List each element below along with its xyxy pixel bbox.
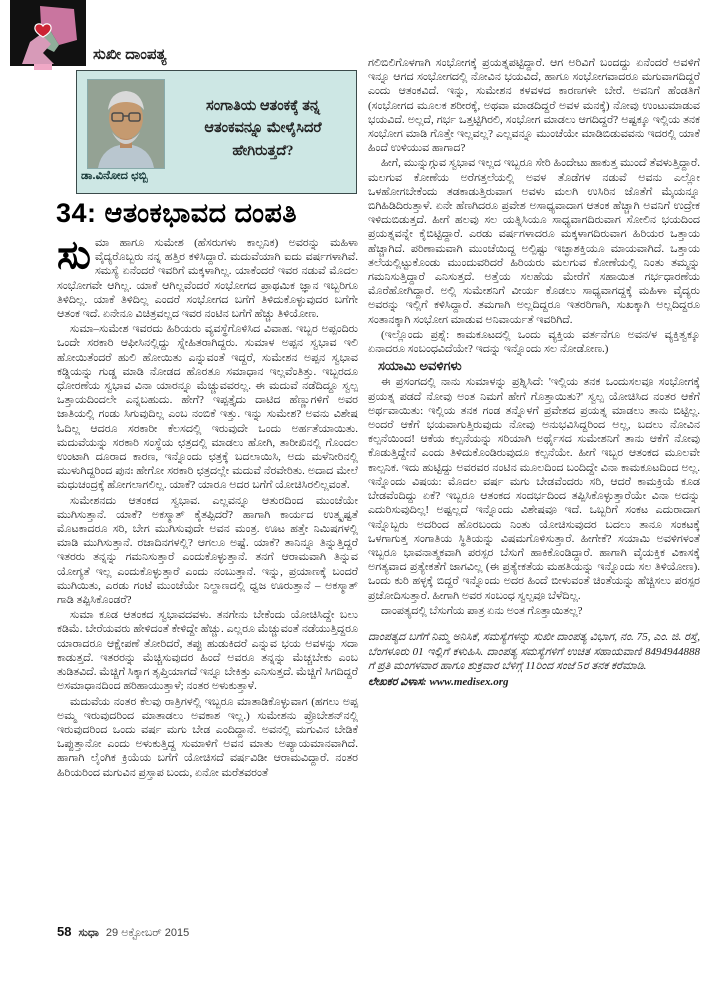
author-website-label: ಲೇಖಕರ ವಿಳಾಸ: [368,675,427,688]
issue-date: 29 ಅಕ್ಟೋಬರ್ 2015 [105,927,190,939]
contact-info: ದಾಂಪತ್ಯದ ಬಗೆಗೆ ನಿಮ್ಮ ಅನಿಸಿಕೆ, ಸಮಸ್ಯೆಗಳನ್ನು ಸುಖೀ ದಾಂಪತ್ಯ ವಿಭಾಗ, ನಂ. 75, ಎಂ. ಜಿ. ರಸ್ತೆ, ಬೆಂಗಳೂರು 01 ಇಲ್ಲಿಗೆ ಕಳುಹಿಸಿ. ದಾಂಪತ್ಯ ಸಮಸ್ಯೆಗಳಿಗೆ ಉಚಿತ ಸಹಾಯವಾಣಿ 8494944888 ಗೆ ಪ್ರತಿ ಮಂಗಳವಾರ ಹಾಗೂ ಶುಕ್ರವಾರ ಬೆಳಿಗ್ಗೆ 11ರಿಂದ ಸಂಜೆ 5ರ ತನಕ ಕರೆಮಾಡಿ. [368,630,700,673]
body-paragraph: ದಾಂಪತ್ಯದಲ್ಲಿ ಬೆಸುಗೆಯ ಪಾತ್ರ ಏನು ಅಂತ ಗೊತ್ತಾಯಿತಲ್ಲ? [381,604,583,617]
article-title: ಆತಂಕಭಾವದ ದಂಪತಿ [104,198,298,228]
reader-question: ಸಂಗಾತಿಯ ಆತಂಕಕ್ಕೆ ತನ್ನ ಆತಂಕವನ್ನೂ ಮೇಳೈಸಿದರೆ ಹೇಗಿರುತ್ತದೆ? [204,98,322,159]
magazine-name: ಸುಧಾ [78,927,99,939]
intro-paragraph [57,232,358,321]
body-paragraph: ಹೀಗೆ, ಮುನ್ನುಗ್ಗುವ ಸ್ವಭಾವ ಇಲ್ಲದ ಇಬ್ಬರೂ ಸೇರಿ ಹಿಂದೇಟು ಹಾಕುತ್ತ ಮುಂದೆ ತೆವಳುತ್ತಿದ್ದಾರೆ. ಮಲಗುವ ಕೋಣೆಯ ಅರೆಗತ್ತಲೆಯಲ್ಲಿ ಅವಳ ತೊಡೆಗಳ ನಡುವೆ ಅವನು ಎಲ್ಲೋ ಒಳಹೋಗಬೇಕೆಂದು ತಡಕಾಡುತ್ತಿರುವಾಗ ಅವಳು ಮಲಗಿ ಉಸಿರಿನ ಜೊತೆಗೆ ಮೈಯನ್ನೂ ಬಿಗಿಹಿಡಿದಿರುತ್ತಾಳೆ. ಏನೇ ಹೆಣಗಿದರೂ ಪ್ರವೇಶ ಅಸಾಧ್ಯವಾದಾಗ ಆತಂಕ ಹೆಚ್ಚಾಗಿ ಅವನಿಗೆ ಉದ್ರೇಕ ಇಳಿದುಬಿಡುತ್ತದೆ. ಹೀಗೆ ಹಲವು ಸಲ ಯತ್ನಿಸಿಯೂ ಸಾಧ್ಯವಾಗದಿರುವಾಗ ಸೋಲಿನ ಭಯದಿಂದ ಪ್ರಯತ್ನವನ್ನೇ ಕೈಬಿಟ್ಟಿದ್ದಾರೆ. ಎರಡು ವರ್ಷಗಳಾದರೂ ಮಕ್ಕಳಾಗದಿರುವಾಗ ಹಿರಿಯರ ಒತ್ತಾಯ ಹೆಚ್ಚಾಗಿದೆ. ಪರಿಣಾಮವಾಗಿ ಮುಂಚೆಯಿದ್ದ ಅಲ್ಪಿಷ್ಟು ಇಚ್ಛಾಶಕ್ತಿಯೂ ಮಾಯವಾಗಿದೆ. ಒತ್ತಾಯ ತಲೆಯಲ್ಲಿಟ್ಟುಕೊಂಡು ಮುಂದುವರಿದರೆ ಹಿರಿಯರು ಮಲಗುವ ಕೋಣೆಯಲ್ಲಿ ನಿಂತು ತಮ್ಮನ್ನು ಗಮನಿಸುತ್ತಿದ್ದಾರೆ ಎನಿಸುತ್ತದೆ. ಅತ್ತೆಯ ಸಲಹೆಯ ಮೇರೆಗೆ ಸಹಾಯಿತ ಗರ್ಭಧಾರಣೆಯ ಮೊರೆಹೋಗಿದ್ದಾರೆ. ಅಲ್ಲಿ ಸುಮೇಶನಿಗೆ ವೀರ್ಯ ಕೊಡಲು ಸಾಧ್ಯವಾಗದ್ದಕ್ಕೆ ಮಹಿಳಾ ವೈದ್ಯರು ಅವರನ್ನು ಇಲ್ಲಿಗೆ ಕಳಿಸಿದ್ದಾರೆ. ತಮಗಾಗಿ ಅಲ್ಲದಿದ್ದರೂ ಇತರರಿಗಾಗಿ, ಸುಖಕ್ಕಾಗಿ ಅಲ್ಲದಿದ್ದರೂ ಸಂತಾನಕ್ಕಾಗಿ ಸಂಭೋಗ ಮಾಡುವ ಅನಿವಾರ್ಯತೆ ಇವರಿಗಿದೆ. [368,157,700,326]
author-portrait-art [88,80,164,168]
right-column [368,56,700,689]
couple-heart-logo-art [10,0,86,70]
body-paragraph: ಈ ಪ್ರಸಂಗದಲ್ಲಿ ನಾನು ಸುಮಾಳನ್ನು ಪ್ರಶ್ನಿಸಿದೆ: 'ಇಲ್ಲಿಯ ತನಕ ಒಂದುಸಲವೂ ಸಂಭೋಗಕ್ಕೆ ಪ್ರಯತ್ನ ಪಡದೆ ನೋವು ಅಂತ ನಿಮಗೆ ಹೇಗೆ ಗೊತ್ತಾಯಿತು?' ಸ್ವಲ್ಪ ಯೋಚಿಸಿದ ನಂತರ ಆಕೆಗೆ ಅರ್ಥವಾಯಿತು: ಇಲ್ಲಿಯ ತನಕ ಗಂಡ ತನ್ನೊಳಗೆ ಪ್ರವೇಶದ ಪ್ರಯತ್ನ ಮಾಡಲು ತಾನು ಬಿಟ್ಟಿಲ್ಲ. ಅಂದರೆ ಆಕೆಗೆ ಭಯವಾಗುತ್ತಿರುವುದು ನೋವು ಅನುಭವಿಸಿದ್ದರಿಂದ ಅಲ್ಲ, ಬದಲು ನೋವಿನ ಕಲ್ಪನೆಯಿಂದ! ಆಕೆಯ ಕಲ್ಪನೆಯನ್ನು ಸರಿಯಾಗಿ ಅರ್ಥೈಸದ ಸುಮೇಶನಿಗೆ ತಾನು ಆಕೆಗೆ ನೋವು ಕೊಡುತ್ತಿದ್ದೇನೆ ಎಂದು ತಿಳಿದುಕೊಂಡಿರುವುದೂ ಕಲ್ಪನೆಯೇ. ಹೀಗೆ ಇಬ್ಬರ ಆತಂಕದ ಮೂಲವೇ ಕಾಲ್ಪನಿಕ. ಇದು ಹುಟ್ಟಿದ್ದು ಅವರವರ ನಂಟಿನ ಮೂಲದಿಂದ ಬಂದಿದ್ದೇ ವಿನಾ ಕಾಮಕೂಟದಿಂದ ಅಲ್ಲ. ಇನ್ನೊಂದು ವಿಷಯ: ಮೊದಲ ವರ್ಷ ಮಗು ಬೇಡವೆಂದರು ಸರಿ, ಆದರೆ ಕಾಮಕ್ರಿಯೆ ಕೂಡ ಬೇಡವೆಂದಿದ್ದು ಏಕೆ? ಇಬ್ಬರೂ ಆತಂಕದ ಸಂದರ್ಭದಿಂದ ತಪ್ಪಿಸಿಕೊಳ್ಳುತ್ತಾರೆಯೇ ವಿನಾ ಅದನ್ನು ಎದುರಿಸುವುದಿಲ್ಲ! ಅಷ್ಟಲ್ಲದೆ ಇನ್ನೊಂದು ವಿಶೇಷವೂ ಇದೆ. ಒಬ್ಬರಿಗೆ ಸಂಕಟ ಎದುರಾದಾಗ ಇನ್ನೊಬ್ಬರು ಅದರಿಂದ ಹೊರಬಂದು ನಿಂತು ಯೋಚಿಸುವುದರ ಬದಲು ತಾನೂ ಸಂಕಟಕ್ಕೆ ಒಳಗಾಗುತ್ತ ಸಂಗಾತಿಯ ಸ್ಥಿತಿಯನ್ನು ವಿಷಮಗೊಳಿಸುತ್ತಾರೆ. ಹೀಗೇಕೆ? ಸಯಾಮಿ ಅವಳಿಗಳಂತೆ ಇಬ್ಬರೂ ಭಾವನಾತ್ಮಕವಾಗಿ ಪರಸ್ಪರ ಬೆಸುಗೆ ಹಾಕಿಕೊಂಡಿದ್ದಾರೆ. ಹಾಗಾಗಿ ವೈಯಕ್ತಿಕ ವಿಕಾಸಕ್ಕೆ ಅಗತ್ಯವಾದ ಪ್ರತ್ಯೇಕತೆಗೆ ಜಾಗವಿಲ್ಲ (ಈ ಪ್ರತ್ಯೇಕತೆಯ ಮಹತಿಯನ್ನು ಇನ್ನೊಂದು ಸಲ ತಿಳಿಯೋಣ). ಒಂದು ಕುರಿ ಹಳ್ಳಕ್ಕೆ ಬಿದ್ದರೆ ಇನ್ನೊಂದು ಅದರ ಹಿಂದೆ ಬೀಳುವಂತೆ ಚಿಂತೆಯನ್ನು ಹೆಚ್ಚಿಸಲು ಪರಸ್ಪರ ಪ್ರಚೋದಿಸುತ್ತಾರೆ. ಹೀಗಾಗಿ ಅವರ ಸಂಬಂಧ ಸ್ವಲ್ಪವೂ ಬೆಳೆದಿಲ್ಲ. [368,376,700,602]
body-paragraph: ಸುಮಾ–ಸುಮೇಶ ಇವರದು ಹಿರಿಯರು ವ್ಯವಸ್ಥೆಗೊಳಿಸಿದ ವಿವಾಹ. ಇಬ್ಬರ ಅಪ್ಪಂದಿರು ಒಂದೇ ಸರಕಾರಿ ಆಫೀಸಿನಲ್ಲಿದ್ದು ಸ್ನೇಹಿತರಾಗಿದ್ದರು. ಸುಮಾಳ ಅಪ್ಪನ ಸ್ವಭಾವ ಇಲಿ ಹೋಯಿತೆಂದರೆ ಹುಲಿ ಹೋಯಿತು ಎನ್ನುವಂತೆ ಇದ್ದರೆ, ಸುಮೇಶನ ಅಪ್ಪನ ಸ್ವಭಾವ ಕಡ್ಡಿಯನ್ನು ಗುಡ್ಡ ಮಾಡಿ ನೋಡದ ಹೊರತೂ ಸಮಾಧಾನ ಇಲ್ಲವೆಂತಿತ್ತು. ಇಬ್ಬರದೂ ಧೋರಣೆಯ ಸ್ವಭಾವ ವಿನಾ ಯಾರನ್ನೂ ಮೆಚ್ಚುವವರಲ್ಲ. ಈ ಮದುವೆ ನಡೆದಿದ್ದೂ ಸ್ವಲ್ಪ ಒತ್ತಾಯದಿಂದಲೇ ಎನ್ನಬಹುದು. ಹೇಗೆ? ಇಪ್ಪತ್ತೈದು ದಾಟಿದ ಹೆಣ್ಣುಗಳಿಗೆ ಅವರ ಜಾತಿಯಲ್ಲಿ ಗಂಡು ಸಿಗುವುದಿಲ್ಲ ಎಂಬ ನಂಬಿಕೆ ಇತ್ತು. ಇನ್ನು ಸುಮೇಶ? ಅವನು ವಿಶೇಷ ಓದಿಲ್ಲ ಆದರೂ ಸರಕಾರೀ ಕೆಲಸದಲ್ಲಿ ಇರುವುದೇ ಒಂದು ಅರ್ಹತೆಯಾಯಿತು. ಮದುವೆಯನ್ನು ಸರಕಾರಿ ಸಂಸ್ಥೆಯ ಛತ್ರದಲ್ಲಿ ಮಾಡಲು ಹೋಗಿ, ತಾರೀಖಿನಲ್ಲಿ ಗೊಂದಲ ಉಂಟಾಗಿ ದೂರಾದ ಕಾರಣ, ಇನ್ನೊಂದು ಛತ್ರಕ್ಕೆ ಬದಲಾಯಿಸಿ, ಅದು ಮಳೆನೀರಿನಲ್ಲಿ ಮುಳುಗಿದ್ದರಿಂದ ಪುನಃ ಹೇಗೋ ಸರಕಾರಿ ಛತ್ರದಲ್ಲೇ ಮದುವೆ ನೆರವೇರಿತು. ಅದಾದ ಮೇಲೆ ಮಧುಚಂದ್ರಕ್ಕೆ ಹೋಗಲಾಗಲಿಲ್ಲ. ಯಾಕೆ? ಯಾರೂ ಅದರ ಬಗೆಗೆ ಯೋಚಿಸಿರಲಿಲ್ಲವಂತೆ. [57,323,358,492]
author-question-box [76,70,357,194]
author-name: ಡಾ.ವಿನೋದ ಛಬ್ಬಿ [81,170,148,182]
column-title: ಸುಖೀ ದಾಂಪತ್ಯ [93,46,167,63]
left-column [57,232,358,781]
body-paragraph: ಗಲಿಬಿಲಿಗೊಳಗಾಗಿ ಸಂಭೋಗಕ್ಕೆ ಪ್ರಯತ್ನಪಟ್ಟಿದ್ದಾರೆ. ಆಗ ಅರಿವಿಗೆ ಬಂದದ್ದು ಏನೆಂದರೆ ಅವಳಿಗೆ ಇನ್ನೂ ಆಗದ ಸಂಭೋಗದಲ್ಲಿ ನೋವಿನ ಭಯವಿದೆ, ಹಾಗೂ ಸಂಭೋಗವಾದರೂ ಮಗುವಾಗದಿದ್ದರೆ ಎಂದು ಆತಂಕವಿದೆ. ಇನ್ನು, ಸುಮೇಶನ ಕಳವಳದ ಕಾರಣಗಳೇ ಬೇರೆ. ಅವನಿಗೆ ಹೆಂಡತಿಗೆ (ಸಂಭೋಗದ ಮೂಲಕ ಶರೀರಕ್ಕೆ, ಅಥವಾ ಮಾಡದಿದ್ದರೆ ಅವಳ ಮನಕ್ಕೆ) ನೋವು ಉಂಟುಮಾಡುವ ಭಯವಿದೆ. ಅಲ್ಲದೆ, ಗರ್ಭ ಒತ್ತಟ್ಟಿಗಿರಲಿ, ಸಂಭೋಗ ಮಾಡಲು ಆಗದಿದ್ದರೆ? ಅಷ್ಟಕ್ಕೂ ಇಲ್ಲಿಯ ತನಕ ಸಂಭೋಗ ಮಾಡಿ ಗೊತ್ತೇ ಇಲ್ಲವಲ್ಲ? ಎಲ್ಲವನ್ನೂ ಮುಂಚೆಯೇ ಮಾಡಿಬಿಡುವವನು ಇದರಲ್ಲಿ ಯಾಕೆ ಹಿಂದೆ ಉಳಿಯುವ ಹಾಗಾದ? [368,57,700,155]
body-paragraph: ಮದುವೆಯ ನಂತರ ಕೆಲವು ರಾತ್ರಿಗಳಲ್ಲಿ ಇಬ್ಬರೂ ಮಾತಾಡಿಕೊಳ್ಳುವಾಗ (ಹಗಲು ಅಪ್ಪ ಅಮ್ಮ ಇರುವುದರಿಂದ ಮಾತಾಡಲು ಅವಕಾಶ ಇಲ್ಲ.) ಸುಮೇಶನು ಪ್ರೊಬೇಶನ್‌ನಲ್ಲಿ ಇರುವುದರಿಂದ ಒಂದು ವರ್ಷ ಮಗು ಬೇಡ ಎಂದಿದ್ದಾನೆ. ಅವನಲ್ಲಿ ಮಗುವಿನ ಬೇಡಿಕೆ ಒಪ್ಪುತ್ತಾನೋ ಎಂದು ಅಳುಕುತ್ತಿದ್ದ ಸುಮಾಳಿಗೆ ಅವನ ಮಾತು ಅಪ್ಯಾಯಮಾನವಾಗಿದೆ. ಹಾಗಾಗಿ ಲೈಂಗಿಕ ಕ್ರಿಯೆಯ ಬಗೆಗೆ ಯೋಚಿಸದೆ ವರ್ಷವಿಡೀ ಆರಾಮವಿದ್ದಾರೆ. ನಂತರ ಹಿರಿಯರಿಂದ ಮಗುವಿನ ಪ್ರಸ್ತಾಪ ಬಂದು, ಏನೋ ಮರೆತವರಂತೆ [57,695,358,779]
intro-text: ಮಾ ಹಾಗೂ ಸುಮೇಶ (ಹೆಸರುಗಳು ಕಾಲ್ಪನಿಕ) ಅವರನ್ನು ಮಹಿಳಾ ವೈದ್ಯರೊಬ್ಬರು ನನ್ನ ಹತ್ತಿರ ಕಳಿಸಿದ್ದಾರೆ. ಮದುವೆಯಾಗಿ ಐದು ವರ್ಷಗಳಾಗಿವೆ. ಸಮಸ್ಯೆ ಏನೆಂದರೆ ಇವರಿಗೆ ಮಕ್ಕಳಾಗಿಲ್ಲ. ಯಾಕೆಂದರೆ ಇವರ ನಡುವೆ ಮೊದಲ ಸಂಭೋಗವೇ ಆಗಿಲ್ಲ. ಯಾಕೆ ಆಗಿಲ್ಲವೆಂದರೆ ಸಂಭೋಗದ ಪ್ರಾಥಮಿಕ ಜ್ಞಾನ ಇಬ್ಬರಿಗೂ ತಿಳಿದಿಲ್ಲ. ಯಾಕೆ ತಿಳಿದಿಲ್ಲ ಎಂದರೆ ಸಂಭೋಗದ ಬಗೆಗೆ ತಿಳಿದುಕೊಳ್ಳುವುದರ ಬಗೆಗೇ ಆತಂಕ ಇದೆ. ಏನೇನೂ ವಿಚಿತ್ರವಲ್ಲದ ಇವರ ನಂಟಿನ ಬಗೆಗೆ ಹೆಚ್ಚು ತಿಳಿಯೋಣ. [57,237,358,321]
page-number: 58 [57,924,72,939]
author-photo [87,79,165,169]
aside-paragraph: (ಇಲ್ಲೊಂದು ಪ್ರಶ್ನೆ: ಕಾಮಕೂಟದಲ್ಲಿ ಒಂದು ವ್ಯಕ್ತಿಯ ವರ್ತನೆಗೂ ಅವನ/ಳ ವ್ಯಕ್ತಿತ್ವಕ್ಕೂ ಏನಾದರೂ ಸಂಬಂಧವಿದೆಯೇ? ಇದನ್ನು ಇನ್ನೊಂದು ಸಲ ನೋಡೋಣ.) [368,328,700,356]
drop-cap: ಸು [57,232,91,277]
author-website [368,675,700,689]
body-paragraph: ಸುಮೇಶನದು ಆತಂಕದ ಸ್ವಭಾವ. ಎಲ್ಲವನ್ನೂ ಆತುರದಿಂದ ಮುಂಚೆಯೇ ಮುಗಿಸುತ್ತಾನೆ. ಯಾಕೆ? ಅಕಸ್ಮಾತ್ ಕೈತಪ್ಪಿದರೆ? ಹಾಗಾಗಿ ಕಾರ್ಯದ ಉತ್ಕೃಷ್ಟತೆ ಮೊಟಕಾದರೂ ಸರಿ, ಬೇಗ ಮುಗಿಸುವುದೇ ಅವನ ಮಂತ್ರ. ಊಟ ಹತ್ತೇ ನಿಮಿಷಗಳಲ್ಲಿ ಮಾಡಿ ಮುಗಿಸುತ್ತಾನೆ. ರಜಾದಿನಗಳಲ್ಲಿ? ಆಗಲೂ ಅಷ್ಟೆ. ಯಾಕೆ? ತಾನಿನ್ನೂ ತಿನ್ನುತ್ತಿದ್ದರೆ ಇತರರು ತನ್ನನ್ನು ಗಮನಿಸುತ್ತಾರೆ ಎಂದುಕೊಳ್ಳುತ್ತಾನೆ. ತನಗೆ ಆರಾಮವಾಗಿ ತಿನ್ನುವ ಯೋಗ್ಯತೆ ಇಲ್ಲ ಎಂದುಕೊಳ್ಳುತ್ತಾರೆ ಎಂದು ನಂಬುತ್ತಾನೆ. ಇನ್ನು, ಪ್ರಯಾಣಕ್ಕೆ ಬಂದರೆ ಮುಗಿಯಿತು, ಎರಡು ಗಂಟೆ ಮುಂಚೆಯೇ ನಿಲ್ದಾಣದಲ್ಲಿ ಧ್ವಜ ಊರುತ್ತಾನೆ – ಅಕಸ್ಮಾತ್ ಗಾಡಿ ತಪ್ಪಿಸಿಕೊಂಡರೆ? [57,494,358,607]
page-footer [57,924,189,940]
body-paragraph: ಸುಮಾ ಕೂಡ ಆತಂಕದ ಸ್ವಭಾವದವಳು. ತನಗೇನು ಬೇಕೆಂದು ಯೋಚಿಸಿದ್ದೇ ಬಲು ಕಡಿಮೆ. ಬೇರೆಯವರು ಹೇಳಿದಂತೆ ಕೇಳಿದ್ದೇ ಹೆಚ್ಚು. ಎಲ್ಲರೂ ಮೆಚ್ಚುವಂತೆ ನಡೆಯುತ್ತಿದ್ದರೂ ಯಾರಾದರೂ ಆಕ್ಷೇಪಣೆ ತೋರಿದರೆ, ತಪ್ಪು ಹುಡುಕಿದರೆ ಎನ್ನುವ ಭಯ ಅವಳನ್ನು ಸದಾ ಕಾಡುತ್ತದೆ. ಇತರರನ್ನು ಮೆಚ್ಚಿಸುವುದರ ಹಿಂದೆ ಅವರೂ ತನ್ನನ್ನು ಮೆಚ್ಚಬೇಕು ಎಂಬ ತುಡಿತವಿದೆ. ಮೆಚ್ಚಿಗೆ ಸಿಕ್ಕಾಗ ತೃಪ್ತಿಯಾಗದೆ ಇನ್ನೂ ಬೇಕಿತ್ತು ಎನಿಸುತ್ತದೆ. ಮೆಚ್ಚಿಗೆ ಸಿಗದಿದ್ದರೆ ಅಸಮಾಧಾನದಿಂದ ಹರಿಹಾಯುತ್ತಾಳೆ; ನಂತರ ಅಳುಕುತ್ತಾಳೆ. [57,609,358,693]
author-website-url: www.medisex.org [429,675,509,688]
article-number: 34: [56,198,97,228]
article-headline [56,198,356,230]
section-subhead: ಸಯಾಮಿ ಅವಳಿಗಳು [378,358,462,374]
couple-heart-logo [10,0,86,70]
